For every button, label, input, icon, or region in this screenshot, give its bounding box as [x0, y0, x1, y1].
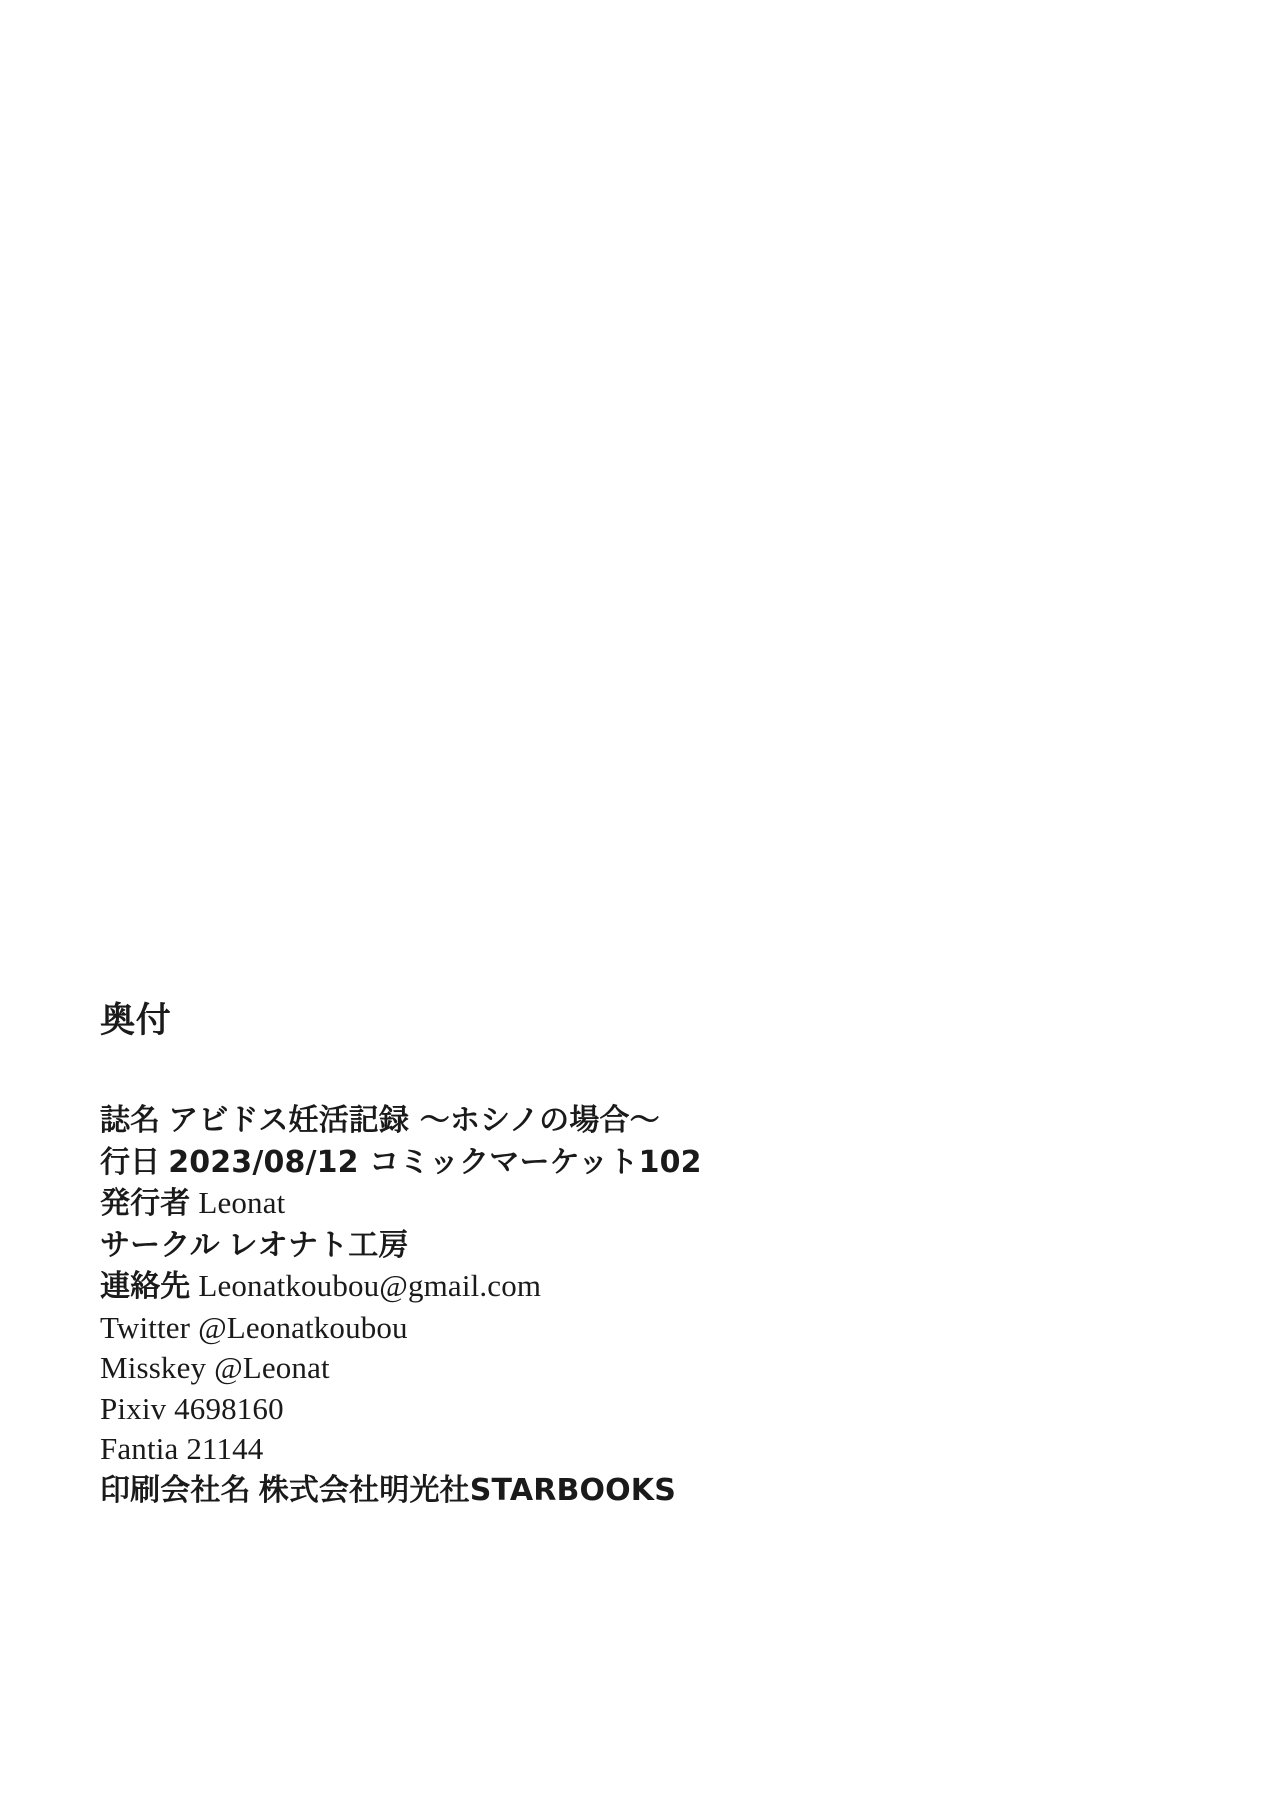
colophon-entry-value: Leonat — [198, 1185, 286, 1220]
colophon-entry-value: @Leonat — [214, 1350, 330, 1385]
colophon-entry-label: サークル — [100, 1227, 220, 1263]
colophon-entry-label: Pixiv — [100, 1390, 167, 1426]
colophon-entry — [100, 1429, 1000, 1470]
colophon-entry — [100, 1266, 1000, 1308]
colophon-entry-label: 発行者 — [100, 1186, 191, 1221]
colophon-entry-value: 株式会社明光社STARBOOKS — [258, 1472, 676, 1508]
colophon-list — [100, 1100, 1000, 1511]
colophon-entry — [100, 1470, 1000, 1512]
colophon-entry — [100, 1142, 1000, 1184]
colophon-entry-value: @Leonatkoubou — [198, 1309, 408, 1345]
colophon-entry-label: Twitter — [100, 1309, 191, 1345]
colophon-entry-value: Leonatkoubou@gmail.com — [198, 1268, 542, 1303]
colophon-entry — [100, 1183, 1000, 1225]
colophon-entry-label: 誌名 — [100, 1103, 161, 1138]
colophon-entry — [100, 1100, 1000, 1142]
colophon-block — [100, 1000, 1000, 1511]
colophon-entry — [100, 1348, 1000, 1389]
colophon-entry-value: 4698160 — [174, 1390, 284, 1426]
colophon-entry-label: 印刷会社名 — [100, 1472, 251, 1508]
colophon-entry-label: Misskey — [100, 1350, 207, 1385]
colophon-entry — [100, 1225, 1000, 1267]
colophon-entry-value: 2023/08/12 コミックマーケット102 — [168, 1144, 702, 1180]
colophon-entry-value: 21144 — [186, 1431, 264, 1466]
colophon-entry — [100, 1308, 1000, 1349]
colophon-entry-label: 連絡先 — [100, 1269, 191, 1304]
colophon-entry-value: レオナト工房 — [227, 1227, 409, 1263]
colophon-entry-value: アビドス妊活記録 ～ホシノの場合～ — [168, 1103, 660, 1138]
colophon-heading: 奥付 — [100, 1001, 172, 1041]
colophon-entry-label: 行日 — [100, 1144, 161, 1180]
colophon-entry — [100, 1389, 1000, 1430]
colophon-entry-label: Fantia — [100, 1431, 179, 1466]
